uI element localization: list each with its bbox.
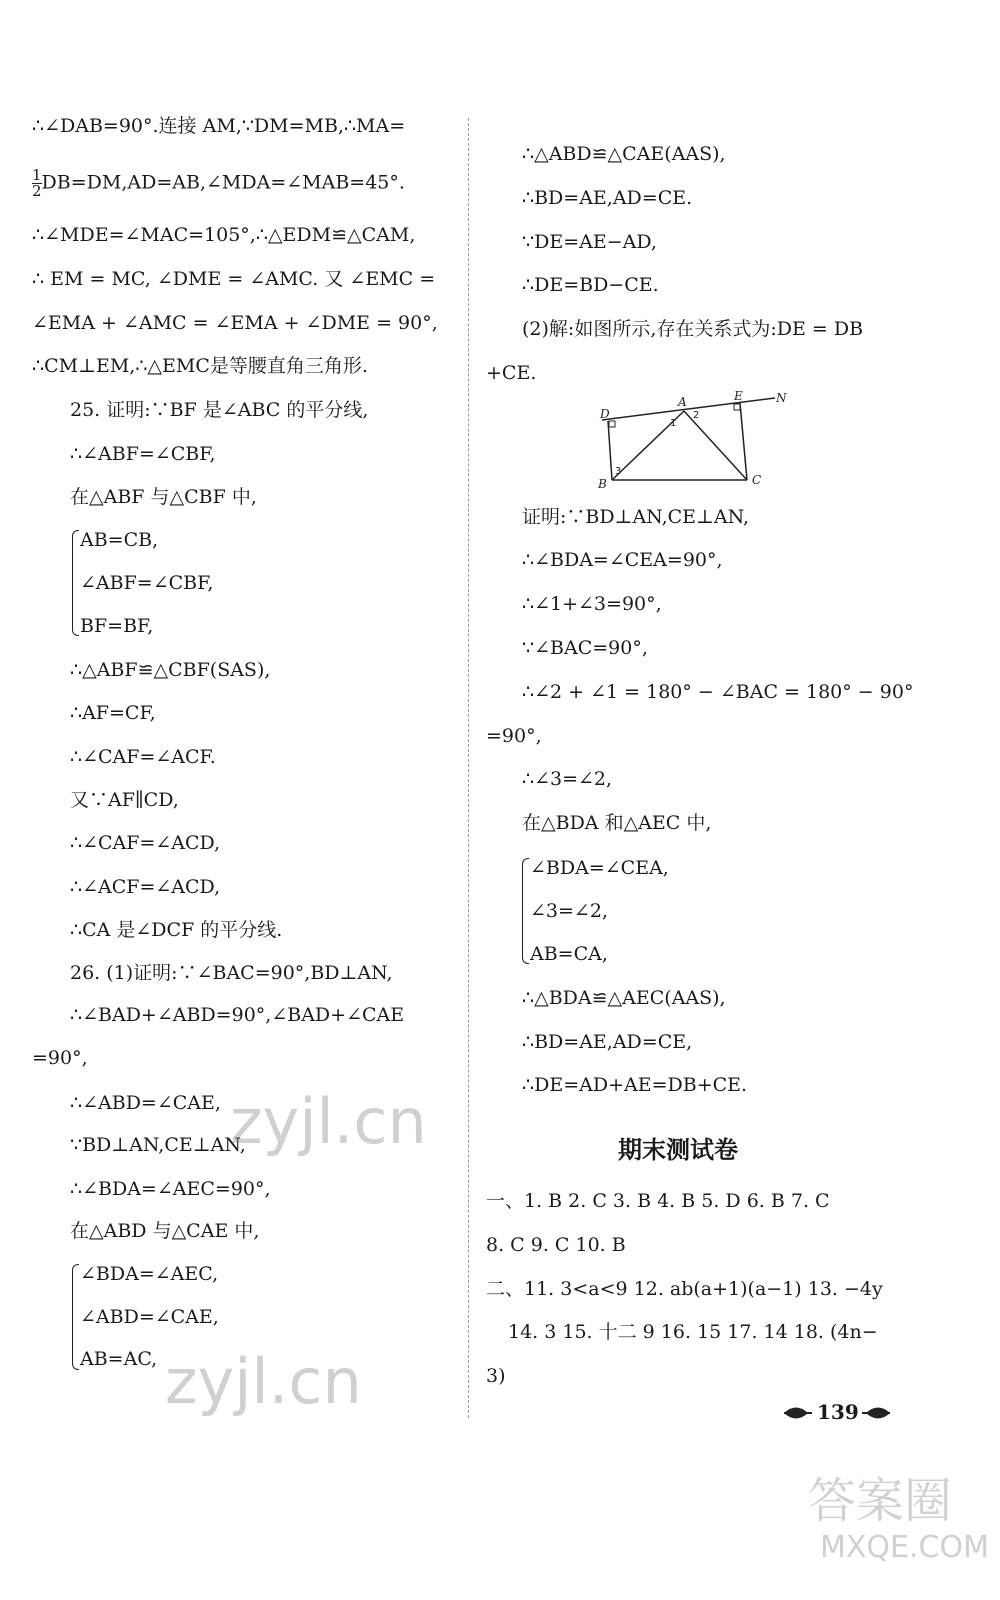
text-line: ∠BDA=∠AEC, xyxy=(80,1263,219,1285)
system-brace xyxy=(522,858,529,964)
watermark: zyjl.cn xyxy=(165,1345,362,1418)
text-line: ∴∠ABD=∠CAE, xyxy=(70,1092,221,1114)
system-brace xyxy=(72,1264,79,1370)
text-line: DB=DM,AD=AB,∠MDA=∠MAB=45°. xyxy=(41,171,405,194)
answers-line: 14. 3 15. 十二 9 16. 15 17. 14 18. (4n− xyxy=(508,1321,878,1343)
fraction-line xyxy=(32,168,405,199)
segment-BD xyxy=(608,421,612,480)
text-line: AB=CA, xyxy=(530,943,608,965)
text-line: ∴∠CAF=∠ACF. xyxy=(70,746,216,768)
text-line: 在△ABF 与△CBF 中, xyxy=(70,486,257,508)
text-line: +CE. xyxy=(486,362,537,384)
answers-line: 3) xyxy=(486,1365,506,1387)
text-line: AB=AC, xyxy=(80,1348,158,1370)
text-line: ∴ EM = MC, ∠DME = ∠AMC. 又 ∠EMC = xyxy=(32,268,436,290)
text-line: ∴BD=AE,AD=CE, xyxy=(522,1031,693,1053)
text-line: BF=BF, xyxy=(80,615,154,637)
watermark: zyjl.cn xyxy=(230,1085,427,1158)
system-brace xyxy=(72,530,79,636)
text-line: ∴∠DAB=90°.连接 AM,∵DM=MB,∴MA= xyxy=(32,115,406,137)
text-line: ∴△BDA≌△AEC(AAS), xyxy=(522,987,726,1009)
text-line: ∠ABF=∠CBF, xyxy=(80,572,214,594)
label-B: B xyxy=(598,477,607,491)
text-line: AB=CB, xyxy=(80,529,159,551)
label-angle-2: 2 xyxy=(693,410,700,421)
text-line: (2)解:如图所示,存在关系式为:DE = DB xyxy=(522,318,864,340)
text-line: ∴∠3=∠2, xyxy=(522,768,613,790)
text-line: ∴∠MDE=∠MAC=105°,∴△EDM≌△CAM, xyxy=(32,224,416,246)
section-title: 期末测试卷 xyxy=(618,1136,738,1164)
text-line: ∴∠BDA=∠CEA=90°, xyxy=(522,549,723,571)
label-angle-3: 3 xyxy=(615,466,622,477)
page-number: 139 xyxy=(817,1400,859,1424)
answers-line: 一、1. B 2. C 3. B 4. B 5. D 6. B 7. C xyxy=(486,1190,830,1212)
text-line: 在△BDA 和△AEC 中, xyxy=(522,812,712,834)
text-line: ∵∠BAC=90°, xyxy=(522,637,648,659)
text-line: ∠EMA + ∠AMC = ∠EMA + ∠DME = 90°, xyxy=(32,312,438,334)
text-line: ∴CA 是∠DCF 的平分线. xyxy=(70,919,283,941)
fraction-denominator: 2 xyxy=(32,182,42,200)
text-line: ∠BDA=∠CEA, xyxy=(530,857,669,879)
text-line: ∴DE=AD+AE=DB+CE. xyxy=(522,1074,748,1096)
text-line: ∴∠BAD+∠ABD=90°,∠BAD+∠CAE xyxy=(70,1004,405,1026)
text-line: ∴AF=CF, xyxy=(70,702,156,724)
text-line: ∴△ABD≌△CAE(AAS), xyxy=(522,143,726,165)
fraction xyxy=(32,168,42,199)
segment-CE xyxy=(740,403,747,480)
text-line: 证明:∵BD⊥AN,CE⊥AN, xyxy=(522,506,750,528)
page-number-block xyxy=(782,1398,892,1428)
label-D: D xyxy=(600,407,610,421)
segment-AC xyxy=(684,411,747,480)
label-C: C xyxy=(752,473,762,487)
text-line: ∴∠ACF=∠ACD, xyxy=(70,876,221,898)
column-divider xyxy=(468,118,469,1418)
text-line: ∴∠ABF=∠CBF, xyxy=(70,443,216,465)
label-A: A xyxy=(678,395,687,409)
text-line: ∴DE=BD−CE. xyxy=(522,274,659,296)
text-line: ∵DE=AE−AD, xyxy=(522,231,657,253)
problem-26-heading: 26. (1)证明:∵∠BAC=90°,BD⊥AN, xyxy=(70,962,393,984)
right-angle-D xyxy=(609,421,615,427)
geometry-figure xyxy=(590,390,790,500)
answers-line: 二、11. 3<a<9 12. ab(a+1)(a−1) 13. −4y xyxy=(486,1278,883,1300)
text-line: ∴∠BDA=∠AEC=90°, xyxy=(70,1178,271,1200)
fraction-numerator: 1 xyxy=(32,166,42,184)
text-line: ∴∠CAF=∠ACD, xyxy=(70,832,221,854)
problem-25-heading: 25. 证明:∵BF 是∠ABC 的平分线, xyxy=(70,399,369,421)
text-line: ∵BD⊥AN,CE⊥AN, xyxy=(70,1134,246,1156)
watermark-logo: 答案圈 xyxy=(808,1473,953,1529)
text-line: ∴△ABF≌△CBF(SAS), xyxy=(70,659,271,681)
text-line: 又∵AF∥CD, xyxy=(70,789,179,811)
text-line: ∴∠2 + ∠1 = 180° − ∠BAC = 180° − 90° xyxy=(522,681,914,703)
text-line: =90°, xyxy=(32,1047,88,1069)
label-N: N xyxy=(776,391,787,405)
answers-line: 8. C 9. C 10. B xyxy=(486,1234,626,1256)
text-line: ∠3=∠2, xyxy=(530,900,608,922)
label-E: E xyxy=(734,390,743,403)
text-line: ∴∠1+∠3=90°, xyxy=(522,593,662,615)
watermark-url: MXQE.COM xyxy=(820,1530,989,1565)
text-line: =90°, xyxy=(486,725,542,747)
text-line: 在△ABD 与△CAE 中, xyxy=(70,1220,260,1242)
text-line: ∴BD=AE,AD=CE. xyxy=(522,187,693,209)
text-line: ∴CM⊥EM,∴△EMC是等腰直角三角形. xyxy=(32,355,368,377)
right-angle-E xyxy=(734,404,740,410)
text-line: ∠ABD=∠CAE, xyxy=(80,1306,219,1328)
label-angle-1: 1 xyxy=(670,418,677,429)
